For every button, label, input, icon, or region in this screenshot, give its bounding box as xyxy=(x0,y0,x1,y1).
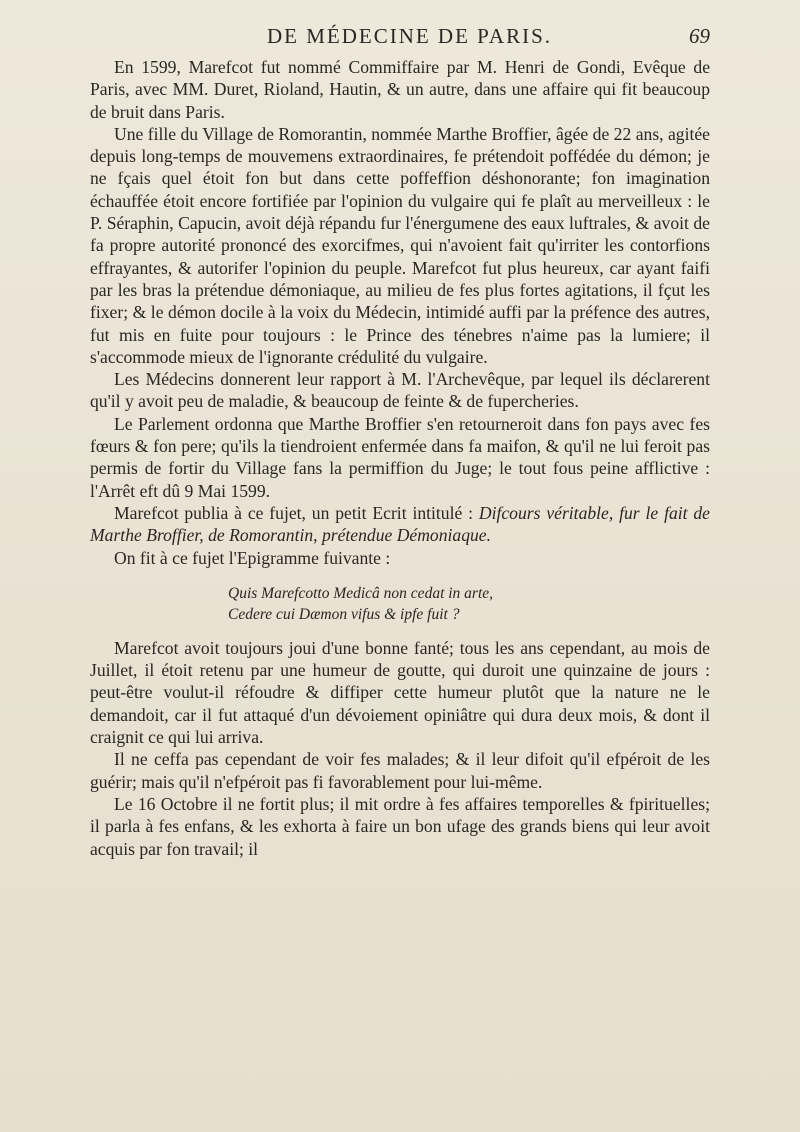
paragraph-marthe-brossier: Une fille du Village de Romorantin, nommée Marthe Broffier, âgée de 22 ans, agitée depuis long-temps de mouvemens extraordinaires, fe prétendoit poffédée du démon; je ne fçais quel étoit fon but dans cette poffeffion déshonorante; fon imagination échauffée étoit encore fortifiée par l'opinion du vulgaire qui fe plaît au merveilleux : le P. Séraphin, Capucin, avoit déjà répandu fur l'énergumene des eaux luftrales, & avoit de fa propre autorité prononcé des exorcifmes, qui n'avoient fait qu'irriter les contorfions effrayantes, & autorifer l'opinion du peuple. Marefcot fut plus heureux, car ayant faifi par les bras la prétendue démoniaque, au milieu de fes plus fortes agitations, il fçut les fixer; & le démon docile à la voix du Médecin, intimidé auffi par la préfence des autres, fut mis en fuite pour toujours : le Prince des ténebres n'aime pas la lumiere; il s'accommode mieux de l'ignorante crédulité du vulgaire. xyxy=(90,123,710,367)
paragraph-parlement: Le Parlement ordonna que Marthe Broffier s'en retourneroit dans fon pays avec fes fœurs & fon pere; qu'ils la tiendroient enfermée dans fa maifon, & qu'il ne lui feroit pas permis de fortir du Village fans la permiffion du Juge; le tout fous peine afflictive : l'Arrêt eft dû 9 Mai 1599. xyxy=(90,413,710,501)
publication-lead: Marefcot publia à ce fujet, un petit Ecrit intitulé : xyxy=(114,502,479,523)
paragraph-health: Marefcot avoit toujours joui d'une bonne fanté; tous les ans cependant, au mois de Juillet, il étoit retenu par une humeur de goutte, qui duroit une quinzaine de jours : peut-être voulut-il réfoudre & diffiper cette humeur plutôt que la nature ne le demandoit, car il fut attaqué d'un dévoiement opiniâtre qui dura deux mois, & dont il craignit ce qui lui arriva. xyxy=(90,637,710,748)
running-title: DE MÉDECINE DE PARIS. xyxy=(266,24,553,48)
publication-title: Difcours véritable, fur le fait de Marthe Broffier, de Romorantin, prétendue Démoniaque. xyxy=(90,502,710,546)
paragraph-commission: En 1599, Marefcot fut nommé Commiffaire par M. Henri de Gondi, Evêque de Paris, avec MM. Duret, Rioland, Hautin, & un autre, dans une affaire qui fit beaucoup de bruit dans Paris. xyxy=(90,57,710,122)
paragraph-patients: Il ne ceffa pas cependant de voir fes malades; & il leur difoit qu'il efpéroit de les guérir; mais qu'il n'efpéroit pas fi favorablement pour lui-même. xyxy=(90,749,710,792)
paragraph-publication xyxy=(90,502,710,547)
epigram-line-2: Cedere cui Dæmon vifus & ipfe fuit ? xyxy=(228,605,460,623)
epigram xyxy=(90,583,710,625)
running-head xyxy=(90,24,710,49)
paragraph-october: Le 16 Octobre il ne fortit plus; il mit ordre à fes affaires temporelles & fpirituelles; il parla à fes enfans, & les exhorta à faire un bon ufage des grands biens qui leur avoit acquis par fon travail; il xyxy=(90,793,710,859)
epigram-line-1: Quis Marefcotto Medicâ non cedat in arte, xyxy=(228,584,494,602)
paragraph-epigram-intro: On fit à ce fujet l'Epigramme fuivante : xyxy=(114,547,391,568)
body-text xyxy=(90,56,710,860)
paragraph-report: Les Médecins donnerent leur rapport à M. l'Archevêque, par lequel ils déclarerent qu'il y avoit peu de maladie, & beaucoup de feinte & de fupercheries. xyxy=(90,369,710,412)
page-number: 69 xyxy=(689,24,710,48)
